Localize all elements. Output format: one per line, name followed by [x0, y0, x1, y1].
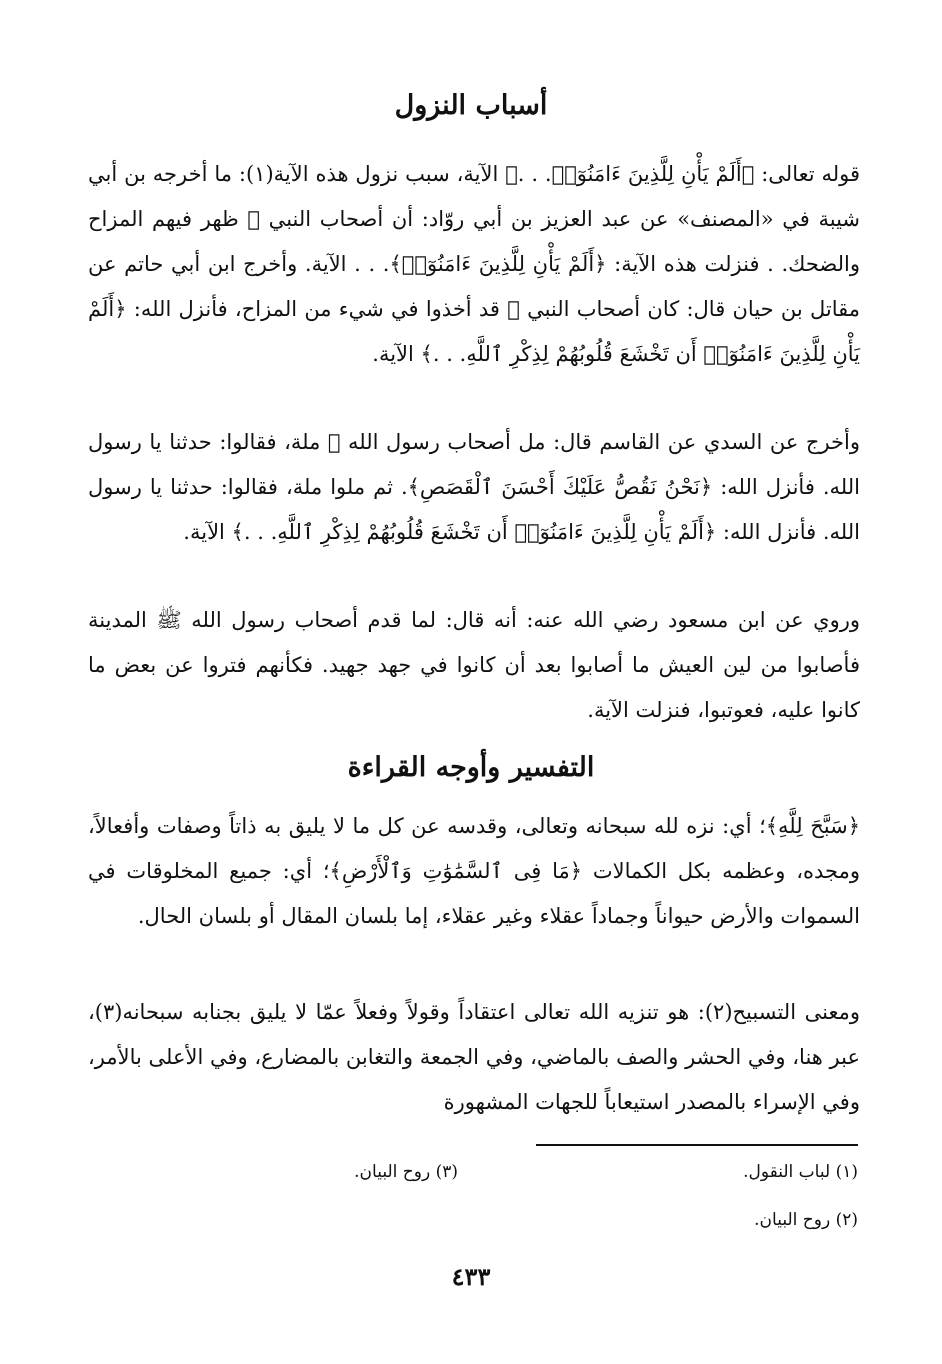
paragraph-causes-2: وأخرج عن السدي عن القاسم قال: مل أصحاب رسول الله ﷺ ملة، فقالوا: حدثنا يا رسول الله. فأنزل الله: ﴿نَحْنُ نَقُصُّ عَلَيْكَ أَحْسَنَ ٱلْقَصَصِ﴾. ثم ملوا ملة، فقالوا: حدثنا يا رسول الله. فأنزل الله: ﴿أَلَمْ يَأْنِ لِلَّذِينَ ءَامَنُوٓا۟ أَن تَخْشَعَ قُلُوبُهُمْ لِذِكْرِ ٱللَّهِ. . .﴾ الآية.	[88, 430, 860, 544]
footnote-divider	[536, 1144, 858, 1146]
footnote-2: (٢) روح البيان.	[754, 1210, 858, 1230]
paragraph-tafsir-1: ﴿سَبَّحَ لِلَّهِ﴾؛ أي: نزه لله سبحانه وتعالى، وقدسه عن كل ما لا يليق به ذاتاً وصفات وأفعالاً، ومجده، وعظمه بكل الكمالات ﴿مَا فِى ٱلسَّمَٰوَٰتِ وَٱلْأَرْضِ﴾؛ أي: جميع المخلوقات في السموات والأرض حيواناً وجماداً عقلاء وغير عقلاء، إما بلسان المقال أو بلسان الحال.	[88, 814, 860, 928]
paragraph-causes-3: وروي عن ابن مسعود رضي الله عنه: أنه قال: لما قدم أصحاب رسول الله ﷺ المدينة فأصابوا من لين العيش ما أصابوا بعد أن كانوا في جهد جهيد. فكأنهم فتروا عن بعض ما كانوا عليه، فعوتبوا، فنزلت الآية.	[88, 608, 860, 722]
paragraph-causes-1: قوله تعالى: ﴿أَلَمْ يَأْنِ لِلَّذِينَ ءَامَنُوٓا۟. . .﴾ الآية، سبب نزول هذه الآية(١): ما أخرجه بن أبي شيبة في «المصنف» عن عبد العزيز بن أبي روّاد: أن أصحاب النبي ﷺ ظهر فيهم المزاح والضحك. . فنزلت هذه الآية: ﴿أَلَمْ يَأْنِ لِلَّذِينَ ءَامَنُوٓا۟﴾. . . الآية. وأخرج ابن أبي حاتم عن مقاتل بن حيان قال: كان أصحاب النبي ﷺ قد أخذوا في شيء من المزاح، فأنزل الله: ﴿أَلَمْ يَأْنِ لِلَّذِينَ ءَامَنُوٓا۟ أَن تَخْشَعَ قُلُوبُهُمْ لِذِكْرِ ٱللَّهِ. . .﴾ الآية.	[88, 162, 860, 366]
heading-causes-of-revelation: أسباب النزول	[394, 90, 548, 121]
paragraph-tafsir-2: ومعنى التسبيح(٢): هو تنزيه الله تعالى اعتقاداً وقولاً وفعلاً عمّا لا يليق بجنابه سبحانه(٣)، عبر هنا، وفي الحشر والصف بالماضي، وفي الجمعة والتغابن بالمضارع، وفي الأعلى بالأمر، وفي الإسراء بالمصدر استيعاباً للجهات المشهورة	[88, 1000, 860, 1114]
footnote-1: (١) لباب النقول.	[743, 1162, 858, 1182]
page-number: ٤٣٣	[451, 1262, 491, 1291]
footnote-3: (٣) روح البيان.	[354, 1162, 458, 1182]
heading-tafsir: التفسير وأوجه القراءة	[347, 752, 595, 783]
